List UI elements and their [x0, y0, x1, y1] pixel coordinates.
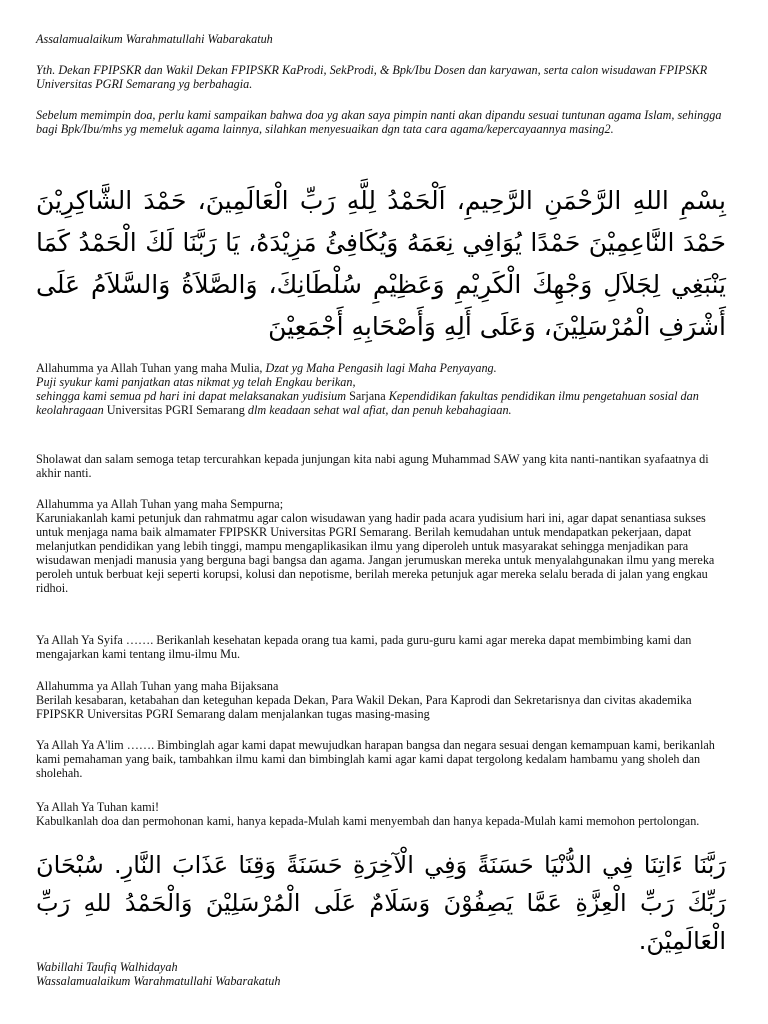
closing-line-1: Wabillahi Taufiq Walhidayah [36, 960, 178, 974]
address-line: Yth. Dekan FPIPSKR dan Wakil Dekan FPIPSKR KaProdi, SekProdi, & Bpk/Ibu Dosen dan karyawan, serta calon wisudawan FPIPSKR Universitas PGRI Semarang yg berbahagia. [36, 63, 708, 91]
prayer-alim-paragraph: Ya Allah Ya A'lim ……. Bimbinglah agar kami dapat mewujudkan harapan bangsa dan negara sesuai dengan kemampuan kami, berikanlah kami pemahaman yang baik, tambahkan ilmu kami dan bimbinglah kami agar kami dapat tergolong kedalam hambamu yang sholeh dan sholehah. [36, 738, 715, 780]
sholawat-paragraph: Sholawat dan salam semoga tetap tercurahkan kepada junjungan kita nabi agung Muhammad SAW yang kita nanti-nantikan syafaatnya di akhir nanti. [36, 452, 709, 480]
prayer-bijaksana-title: Allahumma ya Allah Tuhan yang maha Bijaksana [36, 679, 279, 693]
para1-line3c: Kependidikan fakultas pendidikan ilmu pengetahuan sosial dan keolahragaan [36, 389, 699, 417]
greeting-open: Assalamualaikum Warahmatullahi Wabarakatuh [36, 32, 273, 46]
para1-line1b: Dzat yg Maha Pengasih lagi Maha Penyayang. [262, 361, 497, 375]
para1-line3d: Universitas PGRI Semarang [103, 403, 248, 417]
prayer-sempurna-title: Allahumma ya Allah Tuhan yang maha Sempurna; [36, 497, 284, 511]
para1-line3e: dlm keadaan sehat wal afiat, dan penuh kebahagiaan. [247, 403, 512, 417]
preface-paragraph: Sebelum memimpin doa, perlu kami sampaikan bahwa doa yg akan saya pimpin nanti akan dipandu sesuai tuntunan agama Islam, sehingga bagi Bpk/Ibu/mhs yg memeluk agama lainnya, silahkan menyesuaikan dgn tata cara agama/kepercayaannya masing2. [36, 108, 722, 136]
prayer-bijaksana-body: Berilah kesabaran, ketabahan dan keteguhan kepada Dekan, Para Wakil Dekan, Para Kaprodi dan Sekretarisnya dan civitas akademika FPIPSKR Universitas PGRI Semarang dalam menjalankan tugas masing-masing [36, 693, 692, 721]
para1-line3a: sehingga kami semua pd hari ini dapat melaksanakan yudisium [36, 389, 347, 403]
arabic-closing-prayer: رَبَّنَا ءَاتِنَا فِي الدُّنْيَا حَسَنَةً وَفِي الْآخِرَةِ حَسَنَةً وَقِنَا عَذَابَ النَّارِ. سُبْحَانَ رَبِّكَ رَبِّ الْعِزَّةِ عَمَّا يَصِفُوْنَ وَسَلَامٌ عَلَى الْمُرْسَلِيْنَ وَالْحَمْدُ للهِ رَبِّ الْعَالَمِيْنَ. [36, 851, 726, 955]
prayer-tuhan-title: Ya Allah Ya Tuhan kami! [36, 800, 160, 814]
para1-line3b: Sarjana [346, 389, 389, 403]
closing-line-2: Wassalamualaikum Warahmatullahi Wabarakatuh [36, 974, 281, 988]
para1-line2: Puji syukur kami panjatkan atas nikmat yg telah Engkau berikan, [36, 375, 356, 389]
prayer-tuhan-body: Kabulkanlah doa dan permohonan kami, hanya kepada-Mulah kami menyembah dan hanya kepada-Mulah kami memohon pertolongan. [36, 814, 700, 828]
prayer-sempurna-body: Karuniakanlah kami petunjuk dan rahmatmu agar calon wisudawan yang hadir pada acara yudisium hari ini, agar dapat senantiasa sukses untuk menjaga nama baik almamater FPIPSKR Universitas PGRI Semarang. Berilah kemudahan untuk mendapatkan pekerjaan, dapat melanjutkan pendidikan yang lebih tinggi, mampu mengaplikasikan ilmu yang diperoleh untuk masyarakat sehingga menjadikan para wisudawan menjadi manusia yang berguna bagi bangsa dan agama. Jangan jerumuskan mereka untuk menyalahgunakan ilmu yang mereka peroleh untuk berbuat keji seperti korupsi, kolusi dan nepotisme, berilah mereka petunjuk agar mereka selalu berada di jalan yang engkau ridhoi. [36, 511, 715, 595]
arabic-opening-prayer: بِسْمِ اللهِ الرَّحْمَنِ الرَّحِيمِ، اَلْحَمْدُ لِلَّهِ رَبِّ الْعَالَمِينَ، حَمْدَ الشَّاكِرِيْنَ حَمْدَ النَّاعِمِيْنَ حَمْدًا يُوَافِي نِعَمَهُ وَيُكَافِئُ مَزِيْدَهُ، يَا رَبَّنَا لَكَ الْحَمْدُ كَمَا يَنْبَغِي لِجَلاَلِ وَجْهِكَ الْكَرِيْمِ وَعَظِيْمِ سُلْطَانِكَ، وَالصَّلاَةُ وَالسَّلاَمُ عَلَى أَشْرَفِ الْمُرْسَلِيْنَ، وَعَلَى أَلِهِ وَأَصْحَابِهِ أَجْمَعِيْنَ [36, 186, 726, 341]
para1-line1a: Allahumma ya Allah Tuhan yang maha Mulia, [36, 361, 263, 375]
prayer-paragraph-mulia [36, 361, 736, 417]
prayer-syifa-paragraph: Ya Allah Ya Syifa ……. Berikanlah kesehatan kepada orang tua kami, pada guru-guru kami agar mereka dapat membimbing kami dan mengajarkan kami tentang ilmu-ilmu Mu. [36, 633, 692, 661]
